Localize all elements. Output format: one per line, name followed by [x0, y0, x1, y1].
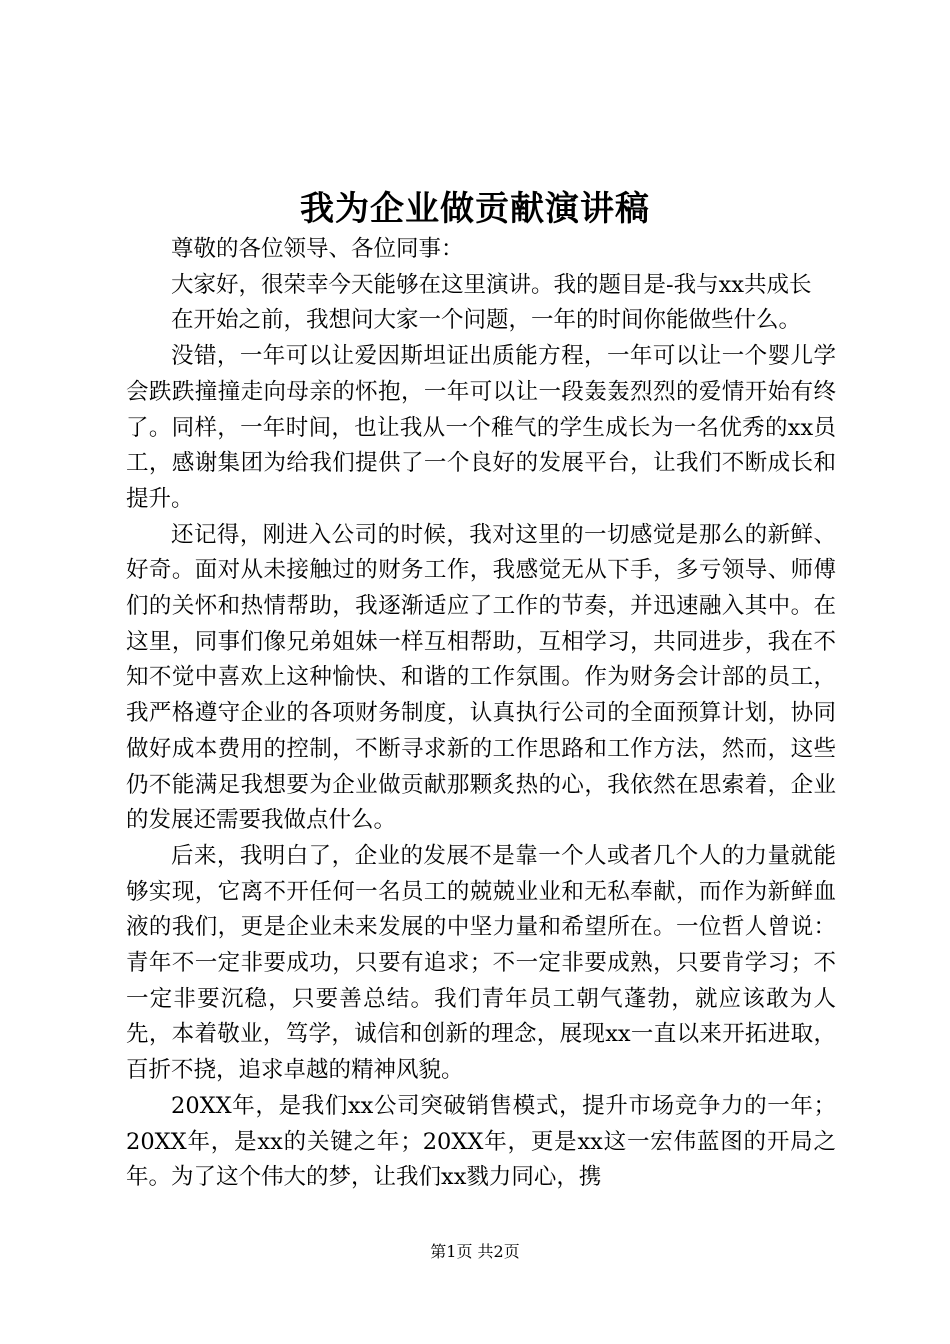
paragraph-question: 在开始之前，我想问大家一个问题，一年的时间你能做些什么。: [171, 307, 802, 334]
paragraph-one-year: 没错，一年可以让爱因斯坦证出质能方程，一年可以让一个婴儿学会跌跌撞撞走向母亲的怀抱，一年可以让一段轰轰烈烈的爱情开始有终了。同样，一年时间，也让我从一个稚气的学生成长为一名优秀的xx员工，感谢集团为给我们提供了一个良好的发展平台，让我们不断成长和提升。: [126, 343, 836, 512]
document-title: 我为企业做贡献演讲稿: [300, 189, 650, 229]
paragraph-greeting: 尊敬的各位领导、各位同事：: [171, 236, 464, 262]
paragraph-year-plan: 20XX年，是我们xx公司突破销售模式，提升市场竞争力的一年；20XX年，是xx的关键之年；20XX年，更是xx这一宏伟蓝图的开局之年。为了这个伟大的梦，让我们xx戮力同心，携: [126, 1092, 836, 1191]
paragraph-realization: 后来，我明白了，企业的发展不是靠一个人或者几个人的力量就能够实现，它离不开任何一名员工的兢兢业业和无私奉献，而作为新鲜血液的我们，更是企业未来发展的中坚力量和希望所在。一位哲人曾说：青年不一定非要成功，只要有追求；不一定非要成熟，只要肯学习；不一定非要沉稳，只要善总结。我们青年员工朝气蓬勃，就应该敢为人先，本着敬业，笃学，诚信和创新的理念，展现xx一直以来开拓进取，百折不挠，追求卓越的精神风貌。: [126, 842, 836, 1084]
paragraph-memories: 还记得，刚进入公司的时候，我对这里的一切感觉是那么的新鲜、好奇。面对从未接触过的财务工作，我感觉无从下手，多亏领导、师傅们的关怀和热情帮助，我逐渐适应了工作的节奏，并迅速融入其中。在这里，同事们像兄弟姐妹一样互相帮助，互相学习，共同进步，我在不知不觉中喜欢上这种愉快、和谐的工作氛围。作为财务会计部的员工，我严格遵守企业的各项财务制度，认真执行公司的全面预算计划，协同做好成本费用的控制，不断寻求新的工作思路和工作方法，然而，这些仍不能满足我想要为企业做贡献那颗炙热的心，我依然在思索着，企业的发展还需要我做点什么。: [126, 521, 836, 834]
page-number-footer: 第1页 共2页: [430, 1242, 520, 1261]
paragraph-opening: 大家好，很荣幸今天能够在这里演讲。我的题目是-我与xx共成长: [171, 271, 812, 298]
document-body: [126, 232, 836, 1196]
